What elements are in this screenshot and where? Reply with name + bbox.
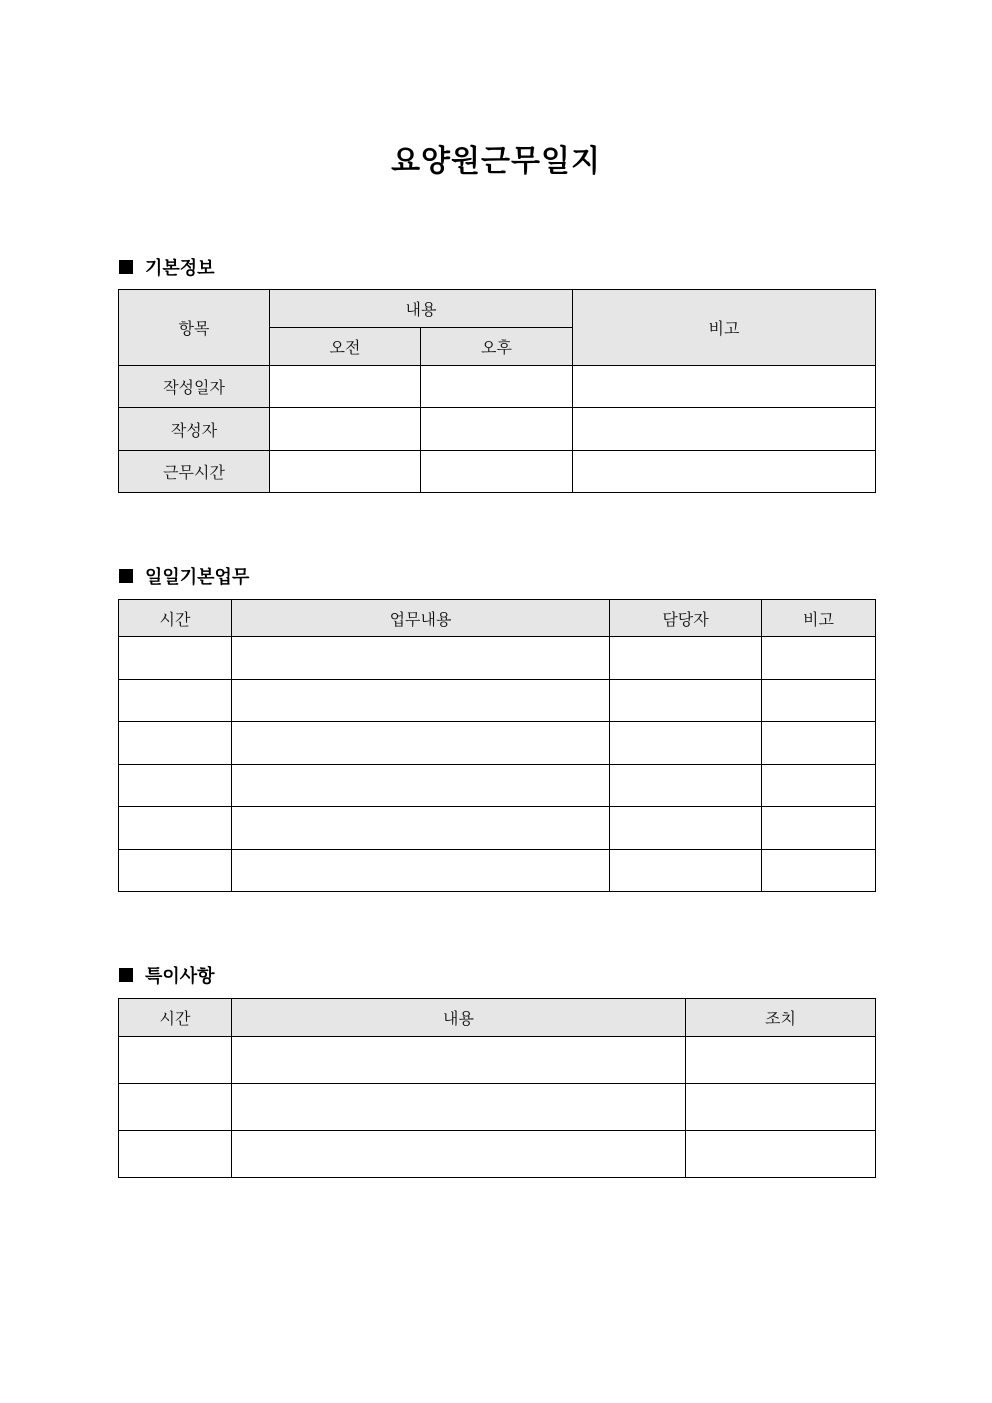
table-row [119,1037,876,1084]
note-cell[interactable] [762,850,876,892]
note-cell[interactable] [762,637,876,680]
table-row [119,408,876,451]
task-cell[interactable] [232,680,610,722]
header-pm: 오후 [421,328,573,366]
pm-cell[interactable] [421,366,573,408]
note-cell[interactable] [762,807,876,850]
section-heading-basic-info [119,254,215,280]
am-cell[interactable] [270,451,421,493]
document-title: 요양원근무일지 [391,144,601,179]
time-cell[interactable] [119,807,232,850]
section-title: 일일기본업무 [145,567,250,588]
time-cell[interactable] [119,765,232,807]
time-cell[interactable] [119,850,232,892]
section-title: 특이사항 [145,966,215,987]
assignee-cell[interactable] [610,680,762,722]
row-label: 근무시간 [119,451,270,493]
table-row [119,1131,876,1178]
column-header: 시간 [119,600,232,637]
section-heading-special-notes [119,962,215,988]
section-heading-daily-tasks [119,563,249,589]
time-cell[interactable] [119,637,232,680]
time-cell[interactable] [119,1131,232,1178]
column-header: 내용 [232,999,686,1037]
special-notes-table [118,998,876,1178]
square-bullet-icon [119,968,133,982]
note-cell[interactable] [762,722,876,765]
row-label: 작성일자 [119,366,270,408]
action-cell[interactable] [686,1131,876,1178]
row-label: 작성자 [119,408,270,451]
table-row [119,765,876,807]
task-cell[interactable] [232,807,610,850]
pm-cell[interactable] [421,451,573,493]
basic-info-table [118,289,876,493]
header-content: 내용 [270,290,573,328]
table-row [119,637,876,680]
content-cell[interactable] [232,1084,686,1131]
time-cell[interactable] [119,722,232,765]
note-cell[interactable] [762,765,876,807]
table-row [119,366,876,408]
column-header: 담당자 [610,600,762,637]
time-cell[interactable] [119,1037,232,1084]
action-cell[interactable] [686,1084,876,1131]
square-bullet-icon [119,260,133,274]
table-row [119,807,876,850]
table-row [119,850,876,892]
note-cell[interactable] [573,408,876,451]
pm-cell[interactable] [421,408,573,451]
time-cell[interactable] [119,680,232,722]
task-cell[interactable] [232,765,610,807]
header-note: 비고 [573,290,876,366]
table-row [119,1084,876,1131]
assignee-cell[interactable] [610,807,762,850]
note-cell[interactable] [573,451,876,493]
column-header: 비고 [762,600,876,637]
square-bullet-icon [119,569,133,583]
table-row [119,722,876,765]
header-item: 항목 [119,290,270,366]
task-cell[interactable] [232,637,610,680]
note-cell[interactable] [762,680,876,722]
column-header: 조치 [686,999,876,1037]
daily-tasks-table [118,599,876,892]
table-row [119,451,876,493]
assignee-cell[interactable] [610,637,762,680]
table-row [119,680,876,722]
section-title: 기본정보 [145,258,215,279]
content-cell[interactable] [232,1131,686,1178]
header-am: 오전 [270,328,421,366]
column-header: 시간 [119,999,232,1037]
am-cell[interactable] [270,408,421,451]
task-cell[interactable] [232,850,610,892]
time-cell[interactable] [119,1084,232,1131]
assignee-cell[interactable] [610,722,762,765]
note-cell[interactable] [573,366,876,408]
content-cell[interactable] [232,1037,686,1084]
assignee-cell[interactable] [610,850,762,892]
am-cell[interactable] [270,366,421,408]
column-header: 업무내용 [232,600,610,637]
task-cell[interactable] [232,722,610,765]
action-cell[interactable] [686,1037,876,1084]
assignee-cell[interactable] [610,765,762,807]
